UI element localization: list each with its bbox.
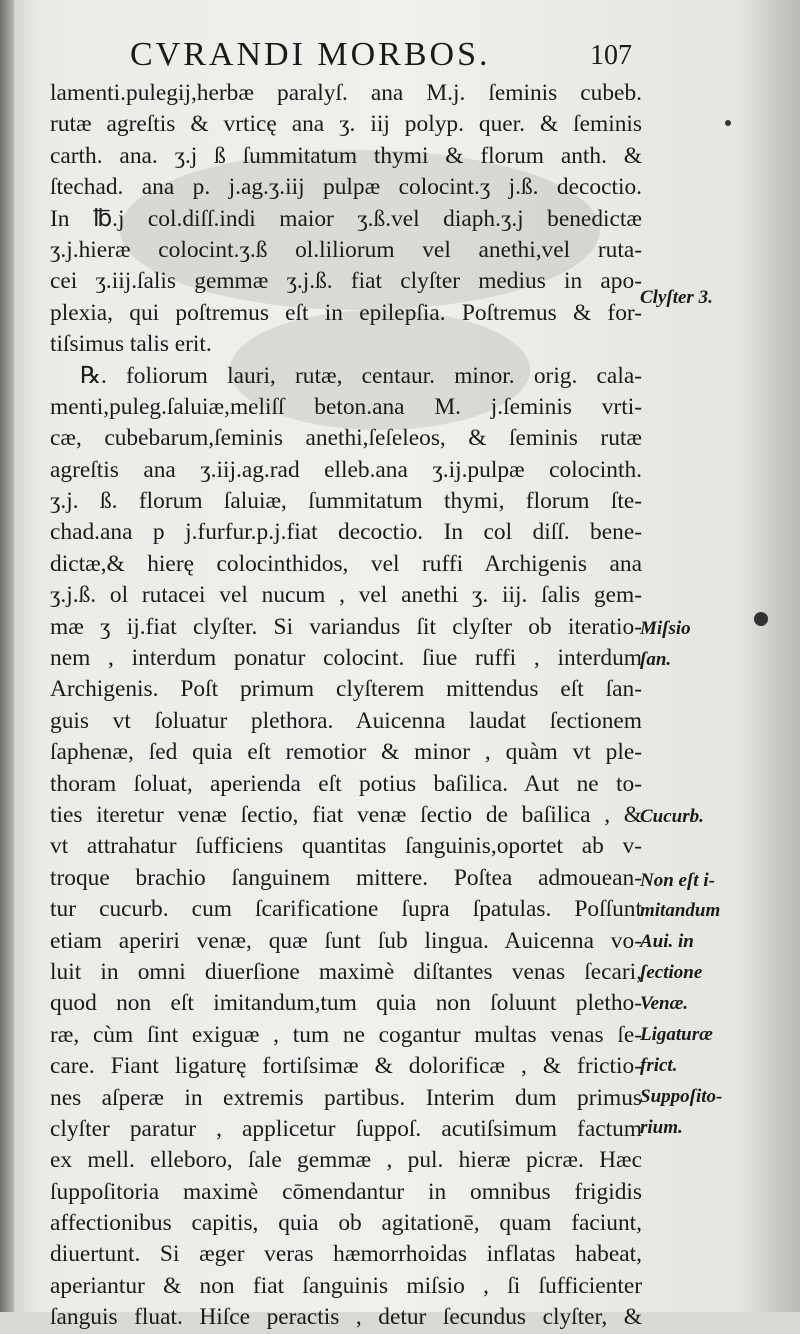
text-line: nes aſperæ in extremis partibus. Interim dum primus xyxy=(50,1084,642,1111)
text-line: mæ ʒ ij.fiat clyſter. Si variandus ſit clyſter ob iteratio- xyxy=(50,613,642,640)
margin-note: Miſsio xyxy=(640,618,691,639)
margin-note: ſectione xyxy=(640,962,703,983)
margin-note: mitandum xyxy=(640,900,721,921)
text-line: ſaphenæ, ſed quia eſt remotior & minor , quàm vt ple- xyxy=(50,739,642,766)
text-line: cæ, cubebarum,ſeminis anethi,ſeſeleos, & ſeminis rutæ xyxy=(50,425,642,452)
text-line: ſuppoſitoria maximè cōmendantur in omnibus frigidis xyxy=(50,1178,642,1205)
margin-note: rium. xyxy=(640,1117,683,1138)
text-line: ræ, cùm ſint exiguæ , tum ne cogantur multas venas ſe- xyxy=(50,1021,642,1048)
margin-note: Cucurb. xyxy=(640,806,704,827)
text-line: etiam aperiri venæ, quæ ſunt ſub lingua. Auicenna vo- xyxy=(50,927,642,954)
text-line: menti,puleg.ſaluiæ,meliſſ beton.ana M. j.ſeminis vrti- xyxy=(50,393,642,420)
text-line: tur cucurb. cum ſcarificatione ſupra ſpatulas. Poſſunt xyxy=(50,896,642,923)
body-text xyxy=(50,78,642,1334)
text-line: chad.ana p j.furfur.p.j.fiat decoctio. In col diſſ. bene- xyxy=(50,519,642,546)
running-header xyxy=(0,36,800,76)
text-line: dictæ,& hierę colocinthidos, vel ruffi Archigenis ana xyxy=(50,550,642,577)
margin-note: Clyſter 3. xyxy=(640,287,713,308)
text-line: ſtechad. ana p. j.ag.ʒ.iij pulpæ colocint.ʒ j.ß. decoctio. xyxy=(50,174,642,201)
text-line: aperiantur & non fiat ſanguinis miſsio , ſi ſufficienter xyxy=(50,1272,642,1299)
text-line: plexia, qui poſtremus eſt in epilepſia. Poſtremus & for- xyxy=(50,299,642,326)
text-line: ʒ.j. ß. florum ſaluiæ, ſummitatum thymi, florum ſte- xyxy=(50,488,642,515)
text-line: In ℔.j col.diſſ.indi maior ʒ.ß.vel diaph.ʒ.j benedictæ xyxy=(50,205,642,232)
text-line: agreſtis ana ʒ.iij.ag.rad elleb.ana ʒ.ij.pulpæ colocinth. xyxy=(50,456,642,483)
text-line: clyſter paratur , applicetur ſuppoſ. acutiſsimum factum xyxy=(50,1115,642,1142)
margin-note: ſan. xyxy=(640,649,672,670)
text-line: ʒ.j.ß. ol rutacei vel nucum , vel anethi ʒ. iij. ſalis gem- xyxy=(50,582,642,609)
text-line: ſanguis fluat. Hiſce peractis , detur ſecundus clyſter, & xyxy=(50,1304,642,1331)
text-line: ℞. foliorum lauri, rutæ, centaur. minor. orig. cala- xyxy=(80,362,642,389)
text-line: thoram ſoluat, aperienda eſt potius baſilica. Aut ne to- xyxy=(50,770,642,797)
text-line: tiſsimus talis erit. xyxy=(50,331,212,358)
text-line: affectionibus capitis, quia ob agitationē, quam faciunt, xyxy=(50,1210,642,1237)
text-line: diuertunt. Si æger veras hæmorrhoidas inflatas habeat, xyxy=(50,1241,642,1268)
page-number: 107 xyxy=(590,40,632,71)
margin-note: Aui. in xyxy=(640,931,694,952)
text-line: nem , interdum ponatur colocint. ſiue ruffi , interdum xyxy=(50,645,642,672)
text-line: guis vt ſoluatur plethora. Auicenna laudat ſectionem xyxy=(50,707,642,734)
text-line: Archigenis. Poſt primum clyſterem mittendus eſt ſan- xyxy=(50,676,642,703)
margin-note: Ligaturæ xyxy=(640,1024,713,1045)
text-line: cei ʒ.iij.ſalis gemmæ ʒ.j.ß. fiat clyſter medius in apo- xyxy=(50,268,642,295)
text-line: ties iteretur venæ ſectio, fiat venæ ſectio de baſilica , & xyxy=(50,801,642,828)
margin-note: Non eſt i- xyxy=(640,870,715,891)
text-line: lamenti.pulegij,herbæ paralyſ. ana M.j. ſeminis cubeb. xyxy=(50,80,642,106)
text-line: luit in omni diuerſione maximè diſtantes venas ſecari, xyxy=(50,958,642,985)
text-line: care. Fiant ligaturę fortiſsimæ & dolorificæ , & frictio- xyxy=(50,1053,642,1080)
ink-speck xyxy=(725,120,731,126)
margin-note: frict. xyxy=(640,1055,678,1076)
text-line: ʒ.j.hieræ colocint.ʒ.ß ol.liliorum vel anethi,vel ruta- xyxy=(50,236,642,263)
text-line: troque brachio ſanguinem mittere. Poſtea admouean- xyxy=(50,864,642,891)
text-line: ex mell. elleboro, ſale gemmæ , pul. hieræ picræ. Hæc xyxy=(50,1147,642,1174)
text-line: carth. ana. ʒ.j ß ſummitatum thymi & florum anth. & xyxy=(50,142,642,169)
text-line: vt attrahatur ſufficiens quantitas ſanguinis,oportet ab v- xyxy=(50,833,642,860)
margin-note: Venæ. xyxy=(640,993,689,1014)
text-line: quod non eſt imitandum,tum quia non ſoluunt pletho- xyxy=(50,990,642,1017)
text-line: rutæ agreſtis & vrticę ana ʒ. iij polyp. quer. & ſeminis xyxy=(50,111,642,138)
header-title: CVRANDI MORBOS. xyxy=(130,36,491,73)
margin-note: Suppoſito- xyxy=(640,1086,723,1107)
